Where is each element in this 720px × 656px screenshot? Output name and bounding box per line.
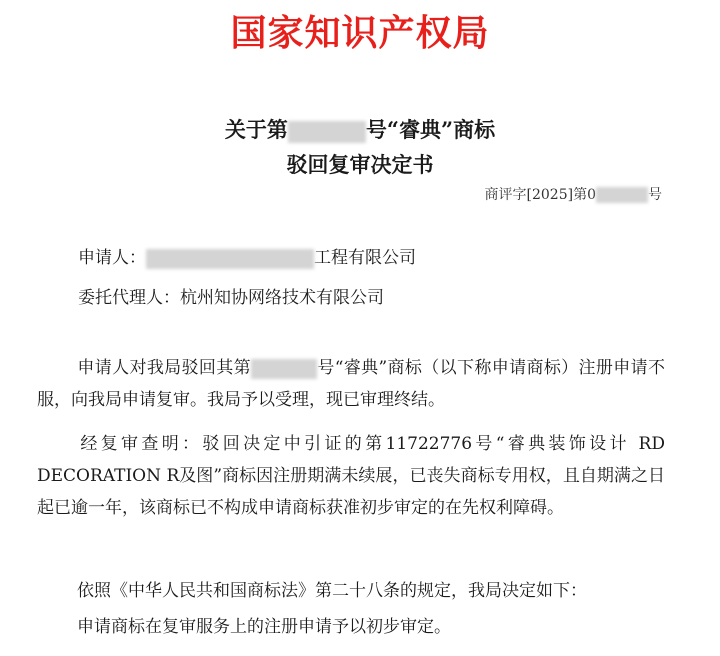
applicant-line (78, 244, 416, 272)
redacted-reference (596, 187, 648, 203)
decision-title-line2: 驳回复审决定书 (286, 152, 434, 177)
reference-prefix: 商评字[2025]第0 (484, 187, 596, 203)
p4-text: 申请商标在复审服务上的注册申请予以初步审定。 (77, 617, 451, 637)
p2-text: 经复审查明：驳回决定中引证的第11722776号“睿典装饰设计 RD DECORATION R及图”商标因注册期满未续展，已丧失商标专用权，且自期满之日起已逾一年，该商标已不构成申请商标获准初步审定的在先权利障碍。 (37, 434, 665, 518)
paragraph-decision (37, 611, 665, 643)
header-org-title: 国家知识产权局 (230, 13, 490, 54)
title-suffix: 号“睿典”商标 (365, 117, 496, 142)
reference-number (485, 184, 662, 206)
applicant-suffix: 工程有限公司 (314, 248, 416, 268)
applicant-label: 申请人： (78, 248, 146, 268)
title-prefix: 关于第 (224, 117, 288, 142)
paragraph-request (37, 352, 665, 416)
paragraph-findings (37, 428, 665, 524)
redacted-application-number (288, 121, 366, 143)
agent-line (78, 284, 384, 312)
redacted-mark-number (251, 359, 317, 379)
redacted-applicant-name (146, 249, 314, 269)
reference-suffix: 号 (648, 187, 662, 203)
agent-label: 委托代理人： (78, 288, 180, 308)
agent-value: 杭州知协网络技术有限公司 (180, 288, 384, 308)
decision-title-line1 (0, 115, 720, 145)
p1-text-b: 号“睿典”商标（以下称申请商标）注册申请不服，向我局申请复审。我局予以受理，现已审理终结。 (37, 358, 665, 410)
p1-text-a: 申请人对我局驳回其第 (77, 358, 251, 378)
p3-text: 依照《中华人民共和国商标法》第二十八条的规定，我局决定如下： (77, 581, 587, 601)
paragraph-legal-basis (37, 575, 665, 607)
